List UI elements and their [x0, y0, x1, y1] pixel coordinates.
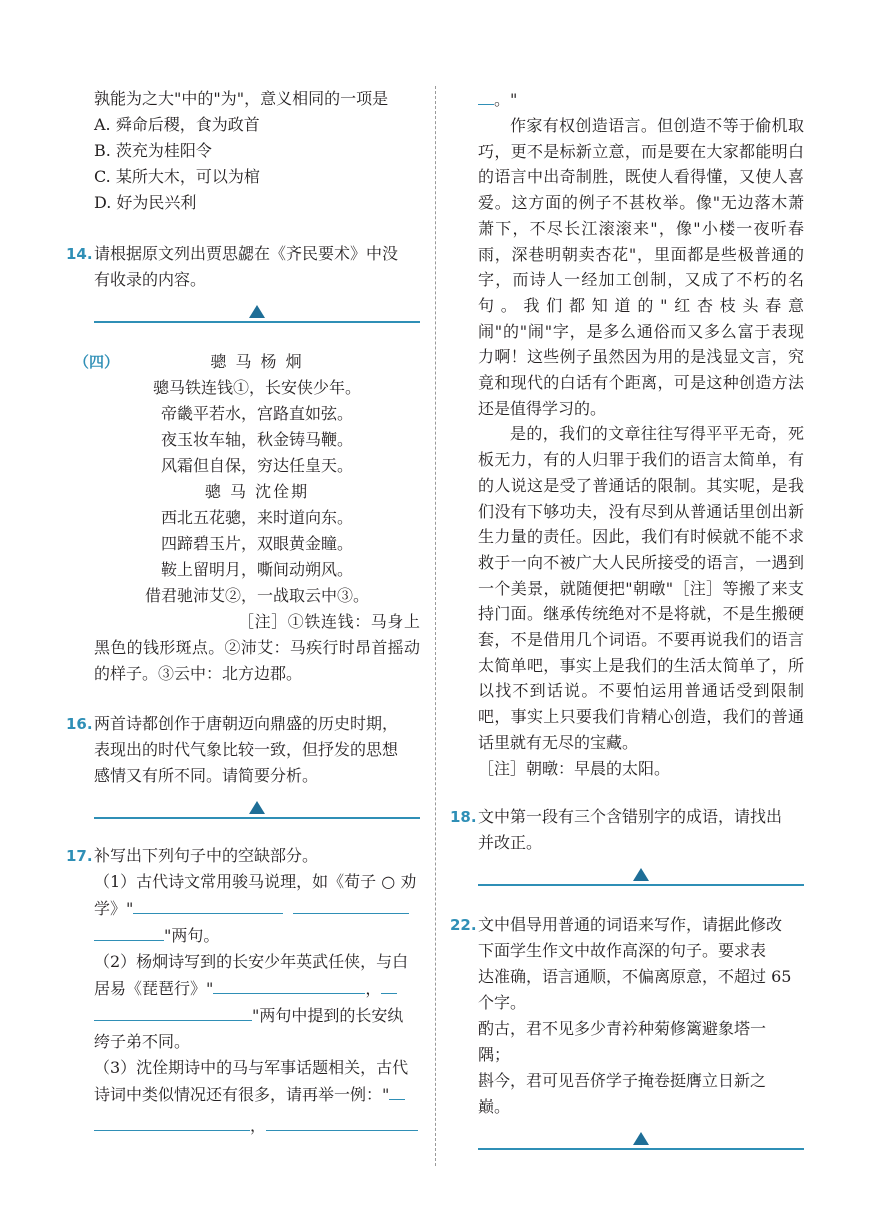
question-number: 18. [450, 807, 477, 826]
question-text: 下面学生作文中故作高深的句子。要求表 [478, 940, 767, 960]
poem-line: 鞍上留明月，嘶间动朔风。 [160, 560, 353, 579]
question-number: 17. [66, 847, 93, 865]
poem1-title: 骢 马 杨 炯 [210, 352, 304, 371]
triangle-icon [633, 1132, 649, 1145]
fill-blank[interactable] [389, 1081, 405, 1100]
poem-line: 借君驰沛艾②，一战取云中③。 [144, 586, 369, 605]
right-column [450, 86, 804, 1150]
answer-line-16[interactable] [94, 793, 420, 819]
option-b: B. 茨充为桂阳令 [94, 141, 212, 160]
left-column [66, 86, 420, 1139]
sub-question-1-end [94, 922, 420, 949]
student-sentence: 酌古，君不见多少青衿种菊修篱避象塔一 [478, 1018, 767, 1038]
article-paragraph-1: 作家有权创造语言。但创造不等于偷机取巧，更不是标新立意，而是要在大家都能明白的语言中出奇制胜，既使人看得懂，又使人喜爱。这方面的例子不甚枚举。像"无边落木萧萧下，不尽长江滚滚来"，像"小楼一夜听春雨，深巷明朝卖杏花"，里面都是些极普通的字，而诗人一经加工创制，又成了不朽的名句。我们都知道的"红杏枝头春意闹"的"闹"字，是多么通俗而又多么富于表现力啊！这些例子虽然因为用的是浅显文言，究竟和现代的白话有个距离，可是这种创造方法还是值得学习的。 [478, 116, 804, 418]
sub-question-2-tail: 绔子弟不同。 [94, 1032, 191, 1051]
question-text: 并改正。 [478, 832, 543, 852]
question-number: 22. [450, 915, 477, 934]
sub-question-3-cont [94, 1081, 420, 1108]
fill-blank[interactable] [94, 922, 164, 941]
question-text: "两句。 [164, 926, 220, 945]
sub-question-2: （2）杨炯诗写到的长安少年英武任侠，与白 [94, 952, 409, 971]
article-paragraph-2: 是的，我们的文章往往写得平平无奇，死板无力，有的人归罪于我们的语言太简单，有的人说这是受了普通话的限制。其实呢，是我们没有下够功夫，没有尽到从普通话里创出新生力量的责任。因此，我们有时候就不能不求救于一向不被广大人民所接受的语言，一遇到一个美景，就随便把"朝暾"［注］等搬了来支持门面。继承传统绝对不是将就，不是生搬硬套，不是借用几个词语。不要再说我们的语言太简单吧，事实上是我们的生活太简单了，所以找不到话说。不要怕运用普通话受到限制吧，事实上只要我们肯精心创造，我们的普通话里就有无尽的宝藏。 [478, 424, 804, 752]
sub-question-1: （1）古代诗文常用骏马说理，如《荀子 ○ 劝 [94, 872, 417, 891]
question-text: 居易《琵琶行》" [94, 979, 214, 998]
previous-blank-tail [478, 86, 804, 113]
poem-line: 夜玉妆车轴，秋金铸马鞭。 [160, 430, 353, 449]
poem-line: 西北五花骢，来时道向东。 [160, 508, 353, 527]
answer-line-18[interactable] [478, 860, 804, 886]
fill-blank[interactable] [213, 975, 365, 994]
fill-blank[interactable] [133, 895, 283, 914]
answer-line-14[interactable] [94, 297, 420, 323]
triangle-icon [249, 305, 265, 318]
section-label: （四） [74, 353, 120, 371]
question-14 [66, 241, 420, 293]
column-divider [435, 86, 436, 1166]
poem-line: 风霜但自保，穷达任皇天。 [160, 456, 353, 475]
question-text: 达准确，语言通顺，不偏离原意，不超过 65 [478, 966, 792, 986]
question-text: "两句中提到的长安纨 [252, 1006, 404, 1025]
question-text: 。" [494, 90, 518, 109]
question-17 [66, 843, 420, 1139]
punctuation: ， [250, 1116, 267, 1135]
poem-line: 四蹄碧玉片，双眼黄金瞳。 [160, 534, 353, 553]
student-sentence: 斟今，君可见吾侪学子掩卷挺膺立日新之 [478, 1070, 767, 1090]
poem-note: ［注］①铁连钱：马身上黑色的钱形斑点。②沛艾：马疾行时昂首摇动的样子。③云中：北方边郡。 [94, 612, 420, 683]
triangle-icon [249, 801, 265, 814]
question-text: 学》" [94, 899, 134, 918]
article-note: ［注］朝暾：早晨的太阳。 [478, 758, 671, 778]
question-text: 文中第一段有三个含错别字的成语，请找出 [478, 806, 783, 826]
answer-line-22[interactable] [478, 1124, 804, 1150]
option-c: C. 某所大木，可以为棺 [94, 167, 260, 186]
question-text: 有收录的内容。 [94, 270, 207, 289]
question-text: 感情又有所不同。请简要分析。 [94, 766, 319, 785]
sub-question-3-end [94, 1112, 420, 1139]
question-16 [66, 711, 420, 789]
fill-blank[interactable] [94, 1112, 250, 1131]
question-number: 16. [66, 715, 93, 733]
sub-question-2-cont [94, 975, 420, 1002]
fill-blank[interactable] [266, 1112, 418, 1131]
sub-question-3: （3）沈佺期诗中的马与军事话题相关，古代 [94, 1058, 409, 1077]
question-text: 请根据原文列出贾思勰在《齐民要术》中没 [94, 244, 399, 263]
poem-line: 骢马铁连钱①，长安侠少年。 [152, 378, 361, 397]
question-text: 个字。 [478, 992, 527, 1012]
question-text: 补写出下列句子中的空缺部分。 [94, 846, 319, 865]
question-22 [450, 912, 804, 1120]
poem-line: 帝畿平若水，宫路直如弦。 [160, 404, 353, 423]
triangle-icon [633, 868, 649, 881]
sub-question-2-end [94, 1002, 420, 1029]
question-text: 文中倡导用普通的词语来写作，请据此修改 [478, 914, 783, 934]
fill-blank[interactable] [94, 1002, 252, 1021]
question-number: 14. [66, 245, 93, 263]
fill-blank[interactable] [478, 86, 494, 105]
question-text: 两首诗都创作于唐朝迈向鼎盛的历史时期， [94, 714, 399, 733]
poem2-title: 骢 马 沈佺期 [204, 482, 310, 501]
option-a: A. 舜命后稷，食为政首 [94, 115, 260, 134]
punctuation: ， [365, 979, 382, 998]
option-d: D. 好为民兴利 [94, 193, 197, 212]
poem1-heading [74, 349, 420, 375]
sub-question-1-cont [94, 895, 420, 922]
question-text: 表现出的时代气象比较一致，但抒发的思想 [94, 740, 399, 759]
question-text: 诗词中类似情况还有很多，请再举一例：" [94, 1085, 390, 1104]
question-18 [450, 804, 804, 856]
student-sentence: 隅； [478, 1044, 511, 1064]
q13-tail: 孰能为之大"中的"为"，意义相同的一项是 [94, 89, 389, 108]
student-sentence: 巅。 [478, 1096, 511, 1116]
fill-blank[interactable] [381, 975, 397, 994]
fill-blank[interactable] [293, 895, 409, 914]
